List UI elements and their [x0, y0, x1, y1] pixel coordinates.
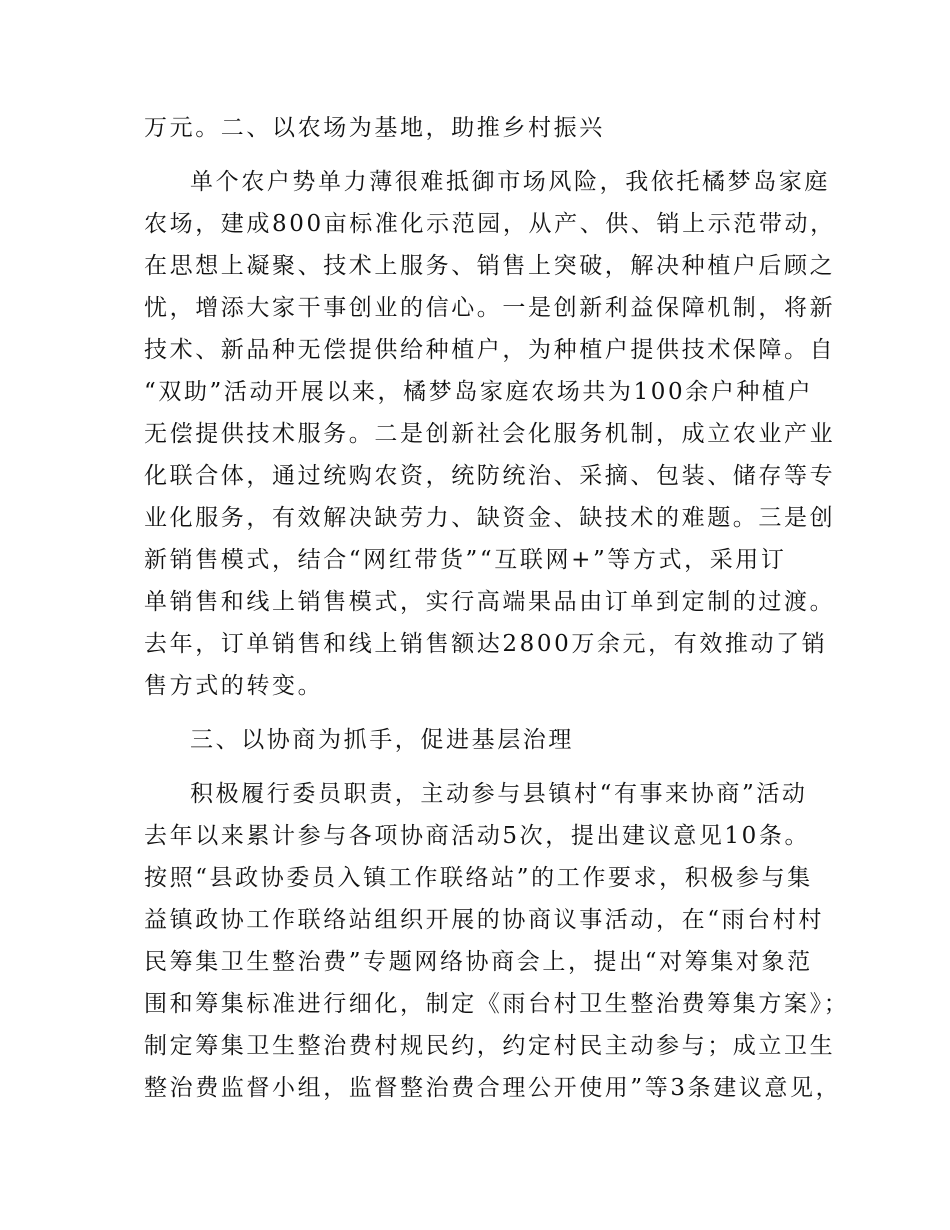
text-line: 单个农户势单力薄很难抵御市场风险，我依托橘梦岛家庭 [190, 169, 830, 195]
text-line: 按照“县政协委员入镇工作联络站”的工作要求，积极参与集 [144, 865, 813, 891]
text-line: 民筹集卫生整治费”专题网络协商会上，提出“对筹集对象范 [144, 949, 813, 975]
section-heading: 三、以协商为抓手，促进基层治理 [190, 727, 574, 753]
text-line: 化联合体，通过统购农资，统防统治、采摘、包装、储存等专 [144, 463, 836, 489]
text-line: 单销售和线上销售模式，实行高端果品由订单到定制的过渡。 [144, 589, 836, 615]
text-line: 技术、新品种无偿提供给种植户，为种植户提供技术保障。自 [144, 337, 836, 363]
text-line: 去年以来累计参与各项协商活动5次，提出建议意见10条。 [144, 823, 811, 849]
text-line: 整治费监督小组，监督整治费合理公开使用”等3条建议意见， [144, 1075, 842, 1101]
text-line: 去年，订单销售和线上销售额达2800万余元，有效推动了销 [144, 631, 828, 657]
text-line: 益镇政协工作联络站组织开展的协商议事活动，在“雨台村村 [144, 907, 824, 933]
text-line: 围和筹集标准进行细化，制定《雨台村卫生整治费筹集方案》； [144, 991, 850, 1017]
text-line: 万元。二、以农场为基地，助推乡村振兴 [144, 115, 605, 141]
text-line: 售方式的转变。 [144, 673, 324, 699]
text-line: 忧，增添大家干事创业的信心。一是创新利益保障机制，将新 [144, 295, 836, 321]
text-line: “双助”活动开展以来，橘梦岛家庭农场共为100余户种植户 [144, 379, 814, 405]
text-line: 积极履行委员职责，主动参与县镇村“有事来协商”活动 [190, 781, 808, 807]
text-line: 制定筹集卫生整治费村规民约，约定村民主动参与；成立卫生 [144, 1033, 836, 1059]
text-line: 无偿提供技术服务。二是创新社会化服务机制，成立农业产业 [144, 421, 836, 447]
text-line: 在思想上凝聚、技术上服务、销售上突破，解决种植户后顾之 [144, 253, 836, 279]
text-line: 农场，建成800亩标准化示范园，从产、供、销上示范带动， [144, 211, 836, 237]
text-line: 业化服务，有效解决缺劳力、缺资金、缺技术的难题。三是创 [144, 505, 836, 531]
text-line: 新销售模式，结合“网红带货”“互联网+”等方式，采用订 [144, 547, 787, 573]
